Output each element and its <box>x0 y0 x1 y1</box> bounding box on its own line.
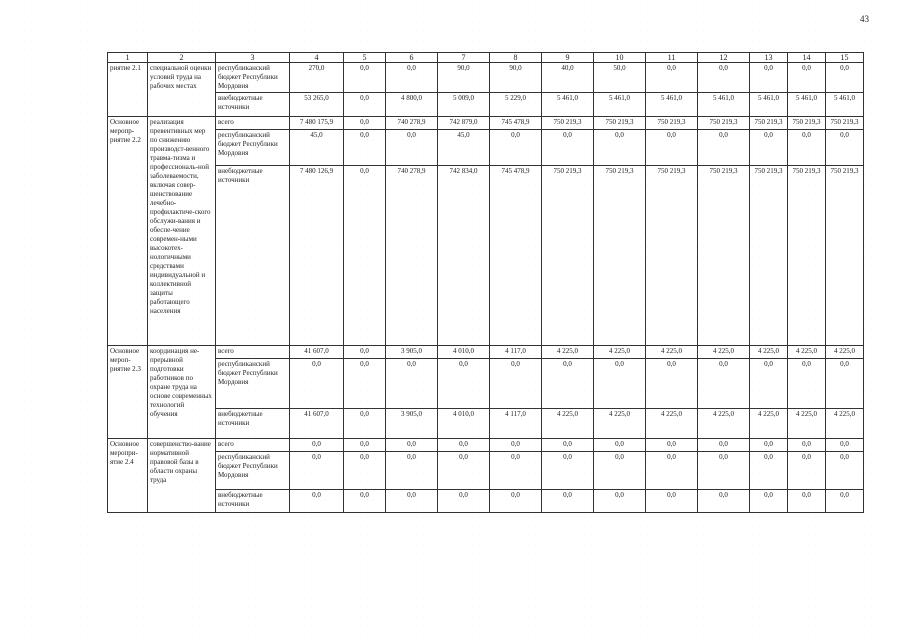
amount-cell: 5 461,0 <box>646 93 698 117</box>
amount-cell: 750 219,3 <box>542 117 594 130</box>
table-row <box>108 409 864 439</box>
funding-source: республиканский бюджет Республики Мордовия <box>216 359 290 409</box>
amount-cell: 0,0 <box>826 490 864 513</box>
amount-cell: 750 219,3 <box>594 117 646 130</box>
activity-name: Основное мероп-риятие 2.3 <box>108 346 148 439</box>
funding-source: всего <box>216 117 290 130</box>
amount-cell: 4 225,0 <box>750 409 788 439</box>
amount-cell: 0,0 <box>788 452 826 490</box>
amount-cell: 0,0 <box>646 490 698 513</box>
amount-cell: 0,0 <box>290 452 344 490</box>
amount-cell: 41 607,0 <box>290 409 344 439</box>
table-row <box>108 166 864 346</box>
amount-cell: 0,0 <box>646 63 698 93</box>
funding-source: всего <box>216 439 290 452</box>
column-header: 9 <box>542 53 594 63</box>
amount-cell: 745 478,9 <box>490 166 542 346</box>
activity-description: совершенство-вание нормативной правовой базы в области охраны труда <box>148 439 216 513</box>
amount-cell: 41 607,0 <box>290 346 344 359</box>
amount-cell: 0,0 <box>344 346 386 359</box>
funding-source: республиканский бюджет Республики Мордовия <box>216 452 290 490</box>
amount-cell: 750 219,3 <box>788 117 826 130</box>
funding-source: внебюджетные источники <box>216 166 290 346</box>
amount-cell: 4 225,0 <box>788 346 826 359</box>
amount-cell: 0,0 <box>698 490 750 513</box>
amount-cell: 0,0 <box>490 490 542 513</box>
amount-cell: 0,0 <box>542 490 594 513</box>
amount-cell: 0,0 <box>698 63 750 93</box>
amount-cell: 750 219,3 <box>826 166 864 346</box>
funding-source: внебюджетные источники <box>216 490 290 513</box>
column-header: 13 <box>750 53 788 63</box>
amount-cell: 0,0 <box>490 359 542 409</box>
amount-cell: 0,0 <box>344 63 386 93</box>
table-row <box>108 452 864 490</box>
amount-cell: 0,0 <box>438 452 490 490</box>
amount-cell: 4 225,0 <box>826 346 864 359</box>
amount-cell: 0,0 <box>698 439 750 452</box>
amount-cell: 0,0 <box>542 130 594 166</box>
funding-source: внебюджетные источники <box>216 409 290 439</box>
table-row <box>108 439 864 452</box>
amount-cell: 7 480 126,9 <box>290 166 344 346</box>
amount-cell: 4 117,0 <box>490 346 542 359</box>
column-header: 10 <box>594 53 646 63</box>
amount-cell: 4 225,0 <box>594 409 646 439</box>
amount-cell: 0,0 <box>750 63 788 93</box>
amount-cell: 5 461,0 <box>788 93 826 117</box>
column-header: 4 <box>290 53 344 63</box>
amount-cell: 4 225,0 <box>542 346 594 359</box>
amount-cell: 0,0 <box>386 130 438 166</box>
amount-cell: 0,0 <box>594 452 646 490</box>
activity-name: риятие 2.1 <box>108 63 148 117</box>
funding-source: всего <box>216 346 290 359</box>
amount-cell: 0,0 <box>594 439 646 452</box>
amount-cell: 0,0 <box>542 359 594 409</box>
column-header: 6 <box>386 53 438 63</box>
amount-cell: 0,0 <box>788 439 826 452</box>
amount-cell: 90,0 <box>438 63 490 93</box>
amount-cell: 0,0 <box>788 63 826 93</box>
amount-cell: 0,0 <box>490 439 542 452</box>
amount-cell: 0,0 <box>826 63 864 93</box>
table-row <box>108 117 864 130</box>
amount-cell: 0,0 <box>594 130 646 166</box>
amount-cell: 750 219,3 <box>826 117 864 130</box>
amount-cell: 4 225,0 <box>826 409 864 439</box>
amount-cell: 0,0 <box>698 130 750 166</box>
amount-cell: 750 219,3 <box>646 166 698 346</box>
funding-source: республиканский бюджет Республики Мордовия <box>216 130 290 166</box>
amount-cell: 742 879,0 <box>438 117 490 130</box>
amount-cell: 0,0 <box>490 130 542 166</box>
amount-cell: 4 225,0 <box>788 409 826 439</box>
amount-cell: 5 461,0 <box>698 93 750 117</box>
amount-cell: 45,0 <box>438 130 490 166</box>
activity-description: реализация превентивных мер по снижению производст-венного травма-тизма и профессиональ-ной заболеваемости, включая совер-шенствование лечебно-профилактиче-ского обслужи-вания и обеспе-чение современ-ными высокотех-нологичными средствами индивидуальной и коллективной защиты работающего населения <box>148 117 216 346</box>
amount-cell: 750 219,3 <box>698 117 750 130</box>
amount-cell: 4 225,0 <box>698 346 750 359</box>
amount-cell: 0,0 <box>344 439 386 452</box>
amount-cell: 0,0 <box>698 452 750 490</box>
amount-cell: 0,0 <box>594 359 646 409</box>
funding-source: внебюджетные источники <box>216 93 290 117</box>
amount-cell: 750 219,3 <box>750 166 788 346</box>
amount-cell: 0,0 <box>750 130 788 166</box>
amount-cell: 3 905,0 <box>386 409 438 439</box>
amount-cell: 0,0 <box>344 359 386 409</box>
amount-cell: 0,0 <box>750 439 788 452</box>
table-row <box>108 130 864 166</box>
amount-cell: 0,0 <box>386 490 438 513</box>
amount-cell: 0,0 <box>788 490 826 513</box>
amount-cell: 0,0 <box>698 359 750 409</box>
amount-cell: 45,0 <box>290 130 344 166</box>
table-row <box>108 490 864 513</box>
amount-cell: 0,0 <box>386 439 438 452</box>
amount-cell: 4 117,0 <box>490 409 542 439</box>
table-row <box>108 346 864 359</box>
amount-cell: 0,0 <box>646 452 698 490</box>
amount-cell: 0,0 <box>344 409 386 439</box>
amount-cell: 270,0 <box>290 63 344 93</box>
activity-name: Основное меропри-ятие 2.4 <box>108 439 148 513</box>
amount-cell: 750 219,3 <box>594 166 646 346</box>
column-header: 8 <box>490 53 542 63</box>
amount-cell: 4 225,0 <box>646 409 698 439</box>
amount-cell: 4 010,0 <box>438 346 490 359</box>
amount-cell: 0,0 <box>646 130 698 166</box>
amount-cell: 4 225,0 <box>646 346 698 359</box>
column-header: 2 <box>148 53 216 63</box>
amount-cell: 0,0 <box>826 359 864 409</box>
amount-cell: 750 219,3 <box>542 166 594 346</box>
amount-cell: 5 461,0 <box>750 93 788 117</box>
amount-cell: 7 480 175,9 <box>290 117 344 130</box>
budget-table <box>107 52 864 513</box>
amount-cell: 5 461,0 <box>594 93 646 117</box>
amount-cell: 40,0 <box>542 63 594 93</box>
amount-cell: 750 219,3 <box>788 166 826 346</box>
amount-cell: 0,0 <box>750 452 788 490</box>
amount-cell: 0,0 <box>438 490 490 513</box>
amount-cell: 0,0 <box>542 439 594 452</box>
amount-cell: 3 905,0 <box>386 346 438 359</box>
amount-cell: 0,0 <box>750 490 788 513</box>
amount-cell: 0,0 <box>344 490 386 513</box>
amount-cell: 50,0 <box>594 63 646 93</box>
amount-cell: 5 461,0 <box>542 93 594 117</box>
amount-cell: 0,0 <box>386 63 438 93</box>
amount-cell: 4 225,0 <box>594 346 646 359</box>
amount-cell: 0,0 <box>750 359 788 409</box>
amount-cell: 0,0 <box>490 452 542 490</box>
column-header: 11 <box>646 53 698 63</box>
amount-cell: 0,0 <box>344 93 386 117</box>
amount-cell: 0,0 <box>788 130 826 166</box>
amount-cell: 5 461,0 <box>826 93 864 117</box>
activity-description: специальной оценки условий труда на рабочих местах <box>148 63 216 117</box>
table-row <box>108 93 864 117</box>
amount-cell: 4 225,0 <box>542 409 594 439</box>
table-row <box>108 359 864 409</box>
activity-name: Основное меропр-риятие 2.2 <box>108 117 148 346</box>
amount-cell: 740 278,9 <box>386 166 438 346</box>
amount-cell: 0,0 <box>542 452 594 490</box>
amount-cell: 0,0 <box>344 117 386 130</box>
amount-cell: 750 219,3 <box>698 166 750 346</box>
amount-cell: 0,0 <box>386 359 438 409</box>
column-header: 5 <box>344 53 386 63</box>
amount-cell: 4 225,0 <box>750 346 788 359</box>
column-header: 1 <box>108 53 148 63</box>
column-header: 15 <box>826 53 864 63</box>
amount-cell: 90,0 <box>490 63 542 93</box>
amount-cell: 0,0 <box>826 439 864 452</box>
amount-cell: 0,0 <box>826 452 864 490</box>
amount-cell: 4 225,0 <box>698 409 750 439</box>
amount-cell: 0,0 <box>344 166 386 346</box>
funding-source: республиканский бюджет Республики Мордовия <box>216 63 290 93</box>
amount-cell: 5 229,0 <box>490 93 542 117</box>
amount-cell: 750 219,3 <box>646 117 698 130</box>
column-header: 12 <box>698 53 750 63</box>
activity-description: координация не-прерывной подготовки работников по охране труда на основе современных технологий обучения <box>148 346 216 439</box>
amount-cell: 742 834,0 <box>438 166 490 346</box>
amount-cell: 0,0 <box>438 359 490 409</box>
amount-cell: 740 278,9 <box>386 117 438 130</box>
amount-cell: 0,0 <box>344 452 386 490</box>
header-row <box>108 53 864 63</box>
amount-cell: 0,0 <box>290 490 344 513</box>
amount-cell: 0,0 <box>438 439 490 452</box>
amount-cell: 0,0 <box>344 130 386 166</box>
amount-cell: 0,0 <box>290 359 344 409</box>
amount-cell: 745 478,9 <box>490 117 542 130</box>
amount-cell: 4 010,0 <box>438 409 490 439</box>
page-number: 43 <box>860 14 869 24</box>
amount-cell: 0,0 <box>646 359 698 409</box>
column-header: 14 <box>788 53 826 63</box>
column-header: 7 <box>438 53 490 63</box>
amount-cell: 53 265,0 <box>290 93 344 117</box>
amount-cell: 0,0 <box>594 490 646 513</box>
amount-cell: 0,0 <box>386 452 438 490</box>
amount-cell: 0,0 <box>826 130 864 166</box>
amount-cell: 0,0 <box>788 359 826 409</box>
amount-cell: 750 219,3 <box>750 117 788 130</box>
column-header: 3 <box>216 53 290 63</box>
amount-cell: 5 009,0 <box>438 93 490 117</box>
amount-cell: 0,0 <box>646 439 698 452</box>
amount-cell: 4 800,0 <box>386 93 438 117</box>
table-row <box>108 63 864 93</box>
amount-cell: 0,0 <box>290 439 344 452</box>
